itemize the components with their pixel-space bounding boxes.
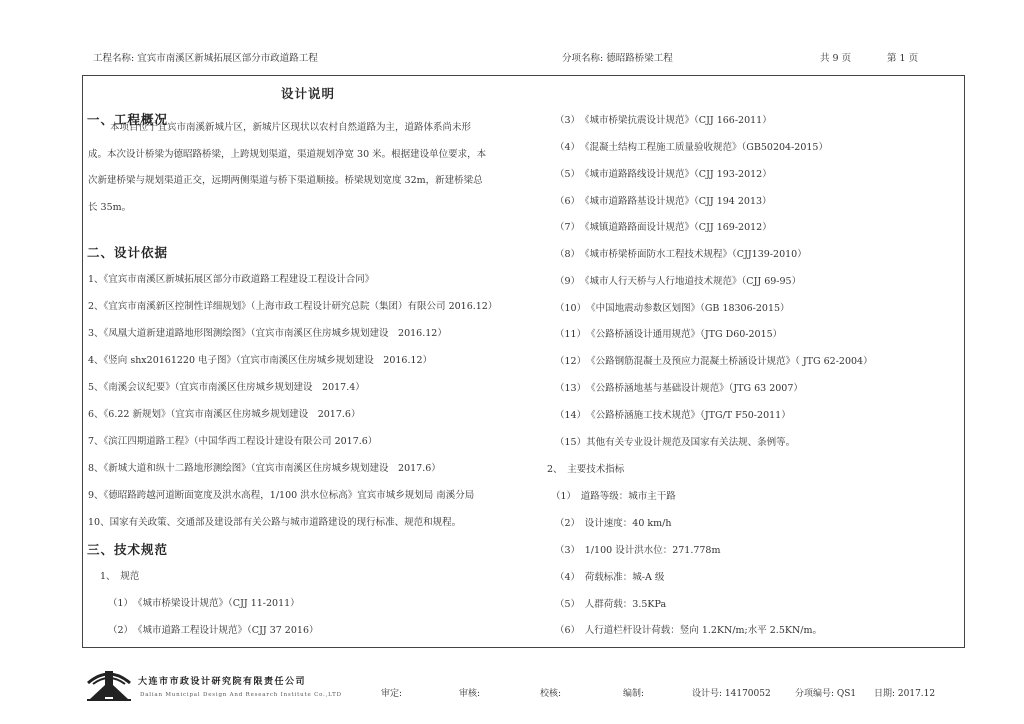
norm-item: （6） 《城市道路路基设计规范》（CJJ 194 2013） xyxy=(555,196,772,207)
section-overview-title: 一、工程概况 xyxy=(87,112,169,127)
norm-item: （5） 《城市道路路线设计规范》（CJJ 193-2012） xyxy=(555,169,772,180)
basis-item: 2、《宜宾市南溪新区控制性详细规划》（上海市政工程设计研究总院（集团）有限公司 2016.12） xyxy=(88,301,498,312)
check-label: 审核: xyxy=(459,689,481,699)
section-basis-title: 二、设计依据 xyxy=(87,245,169,260)
norm-item: （10） 《中国地震动参数区划图》（GB 18306-2015） xyxy=(555,303,790,314)
section-norms-title: 三、技术规范 xyxy=(87,542,169,557)
basis-item: 9、《德昭路跨越河道断面宽度及洪水高程，1/100 洪水位标高》宜宾市城乡规划局 南溪分局 xyxy=(88,490,475,501)
company-name-english: Dalian Municipal Design And Research Institute Co.,LTD xyxy=(140,692,342,698)
proof-label: 校核: xyxy=(540,689,562,699)
page-number: 第 1 页 xyxy=(887,53,919,64)
doc-title: 设计说明 xyxy=(281,86,336,101)
norm-item: （9） 《城市人行天桥与人行地道技术规范》（CJJ 69-95） xyxy=(555,276,802,287)
overview-line: 长 35m。 xyxy=(88,201,132,213)
norm-item: （4） 《混凝土结构工程施工质量验收规范》（GB50204-2015） xyxy=(555,142,828,153)
spec-item: （1） 道路等级：城市主干路 xyxy=(551,491,676,502)
norm-item: （3） 《城市桥梁抗震设计规范》（CJJ 166-2011） xyxy=(555,115,772,126)
basis-item: 3、《凤凰大道新建道路地形图测绘图》（宜宾市南溪区住房城乡规划建设 2016.12） xyxy=(88,328,447,339)
overview-line: 成。本次设计桥梁为德昭路桥梁，上跨规划渠道，渠道规划净宽 30 米。根据建设单位要求，本 xyxy=(88,148,487,160)
spec-item: （2） 设计速度：40 km/h xyxy=(555,518,672,529)
norm-item: （15）其他有关专业设计规范及国家有关法规、条例等。 xyxy=(555,437,796,448)
date: 日期: 2017.12 xyxy=(874,689,936,699)
drawn-label: 编制: xyxy=(623,689,645,699)
design-number: 设计号: 14170052 xyxy=(692,689,771,699)
overview-paragraph xyxy=(88,115,533,221)
company-logo-icon xyxy=(84,661,134,703)
norm-item: （8） 《城市桥梁桥面防水工程技术规程》（CJJ139-2010） xyxy=(555,249,807,260)
basis-item: 4、《竖向 shx20161220 电子图》（宜宾市南溪区住房城乡规划建设 2016.12） xyxy=(88,355,433,366)
page-total: 共 9 页 xyxy=(820,53,852,64)
spec-item: （3） 1/100 设计洪水位：271.778m xyxy=(555,545,721,556)
basis-item: 10、国家有关政策、交通部及建设部有关公路与城市道路建设的现行标准、规范和规程。 xyxy=(88,517,462,528)
basis-item: 7、《滨江四期道路工程》（中国华西工程设计建设有限公司 2017.6） xyxy=(88,436,378,447)
subproject-name: 分项名称: 德昭路桥梁工程 xyxy=(562,53,673,64)
overview-line: 次新建桥梁与规划渠道正交，远期两侧渠道与桥下渠道顺接。桥梁规划宽度 32m，新建桥梁总 xyxy=(88,175,483,186)
basis-item: 1、《宜宾市南溪区新城拓展区部分市政道路工程建设工程设计合同》 xyxy=(88,274,375,285)
spec-item: （4） 荷载标准：城-A 级 xyxy=(555,572,665,583)
norm-item: （13） 《公路桥涵地基与基础设计规范》（JTG 63 2007） xyxy=(555,383,803,394)
norms-subtitle: 1、 规范 xyxy=(100,571,140,582)
review-label: 审定: xyxy=(381,689,403,699)
subproject-number: 分项编号: QS1 xyxy=(795,689,857,699)
company-name: 大连市市政设计研究院有限责任公司 xyxy=(138,677,307,687)
norm-item: （7） 《城镇道路路面设计规范》（CJJ 169-2012） xyxy=(555,222,772,233)
overview-line: 本项目位于宜宾市南溪新城片区，新城片区现状以农村自然道路为主，道路体系尚未形 xyxy=(110,122,472,133)
norm-item: （14） 《公路桥涵施工技术规范》（JTG/T F50-2011） xyxy=(555,410,791,421)
specs-subtitle: 2、 主要技术指标 xyxy=(547,464,625,475)
basis-item: 5、《南溪会议纪要》（宜宾市南溪区住房城乡规划建设 2017.4） xyxy=(88,382,365,393)
norm-item: （12） 《公路钢筋混凝土及预应力混凝土桥涵设计规范》（ JTG 62-2004） xyxy=(555,356,873,367)
project-name: 工程名称: 宜宾市南溪区新城拓展区部分市政道路工程 xyxy=(93,53,318,64)
spec-item: （5） 人群荷载：3.5KPa xyxy=(555,599,667,610)
norm-item: （2） 《城市道路工程设计规范》（CJJ 37 2016） xyxy=(108,625,319,636)
norm-item: （1） 《城市桥梁设计规范》（CJJ 11-2011） xyxy=(108,598,300,609)
basis-item: 6、《6.22 新规划》（宜宾市南溪区住房城乡规划建设 2017.6） xyxy=(88,409,361,420)
basis-item: 8、《新城大道和纵十二路地形测绘图》（宜宾市南溪区住房城乡规划建设 2017.6） xyxy=(88,463,441,474)
norm-item: （11） 《公路桥涵设计通用规范》（JTG D60-2015） xyxy=(555,329,783,340)
spec-item: （6） 人行道栏杆设计荷载：竖向 1.2KN/m;水平 2.5KN/m。 xyxy=(555,625,822,636)
